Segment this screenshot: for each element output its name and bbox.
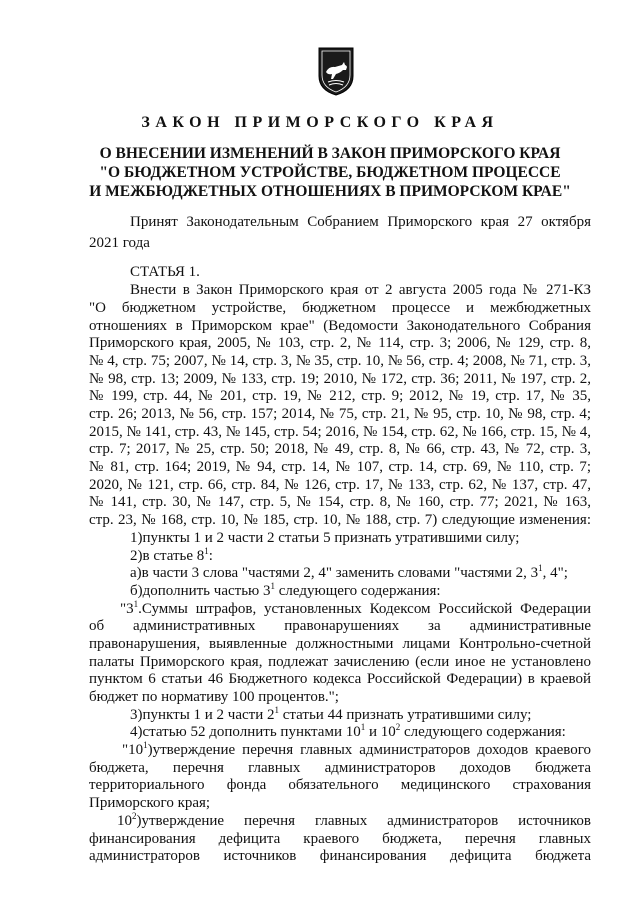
list-item-2a: а)в части 3 слова "частями 2, 4" заменить словами "частями 2, $3^1$, 4"; (130, 563, 568, 582)
quote-10-2-line: администраторов источников финансирования дефицита бюджета (89, 848, 591, 865)
law-subtitle (60, 144, 600, 201)
intro-line: стр. 23, № 168, стр. 10, № 185, стр. 10, № 188, стр. 7) следующие изменения: (89, 512, 591, 529)
intro-line: Приморского края, 2005, № 103, стр. 2, № 114, стр. 3; 2006, № 129, стр. 8, (89, 335, 591, 352)
intro-line: № 98, стр. 13; 2009, № 133, стр. 19; 2010, № 172, стр. 36; 2011, № 197, стр. 2, (89, 370, 591, 387)
intro-line: 2015, № 141, стр. 43, № 145, стр. 54; 2016, № 154, стр. 62, № 166, стр. 15, № 4, (89, 423, 591, 440)
intro-line: № 4, стр. 75; 2007, № 14, стр. 3, № 35, стр. 10, № 56, стр. 4; 2008, № 71, стр. 3, (89, 352, 591, 369)
list-item-1: 1)пункты 1 и 2 части 2 статьи 5 признать утратившими силу; (130, 529, 520, 546)
intro-line: № 141, стр. 30, № 147, стр. 5, № 154, стр. 8, № 160, стр. 77; 2021, № 163, (89, 494, 591, 511)
quote-10-1-line: "$10^1)утверждение$ перечня главных администраторов доходов краевого (122, 740, 591, 759)
quote-10-2-line: финансирования дефицита краевого бюджета, перечня главных (89, 830, 591, 847)
intro-line: стр. 7; 2017, № 25, стр. 50; 2018, № 49, стр. 8, № 66, стр. 43, № 72, стр. 3, (89, 441, 591, 458)
intro-line: № 81, стр. 164; 2019, № 94, стр. 14, № 107, стр. 14, стр. 69, № 110, стр. 7; (89, 459, 591, 476)
law-title: ЗАКОН ПРИМОРСКОГО КРАЯ (141, 114, 499, 131)
quote-10-1-line: бюджета, перечня главных администраторов доходов бюджета (89, 759, 591, 776)
subtitle-line: О ВНЕСЕНИИ ИЗМЕНЕНИЙ В ЗАКОН ПРИМОРСКОГО КРАЯ (99, 145, 561, 162)
list-item-3: 3)пункты 1 и 2 части $2^1$ статьи 44 признать утратившими силу; (130, 704, 532, 723)
quote-line: "$3^1.Суммы$ штрафов, установленных Кодексом Российской Федерации (120, 598, 591, 617)
intro-line: Внести в Закон Приморского края от 2 августа 2005 года № 271-КЗ (130, 282, 591, 299)
quote-line: правонарушения, выявленные должностными лицами Контрольно-счетной (89, 635, 591, 652)
quote-10-1-line: территориального фонда обязательного медицинского страхования (89, 777, 591, 794)
quote-10-1-line: Приморского края; (89, 795, 211, 812)
subtitle-line: "О БЮДЖЕТНОМ УСТРОЙСТВЕ, БЮДЖЕТНОМ ПРОЦЕССЕ (99, 164, 561, 181)
list-item-2: 2)в статье $8^1$: (130, 545, 213, 564)
adoption-date-line: 2021 года (89, 235, 150, 251)
article-heading: СТАТЬЯ 1. (130, 264, 200, 280)
intro-line: "О бюджетном устройстве, бюджетном процессе и межбюджетных (89, 299, 591, 316)
article-body (89, 264, 591, 866)
list-item-4: 4)статью 52 дополнить пунктами $10^1$ и $10^2$ следующего содержания: (130, 722, 566, 741)
intro-line: стр. 26; 2013, № 56, стр. 157; 2014, № 75, стр. 21, № 95, стр. 10, № 98, стр. 4; (89, 406, 591, 422)
quote-line: бюджет по нормативу 100 процентов."; (89, 689, 339, 705)
intro-line: № 199, стр. 44, № 201, стр. 19, № 212, стр. 9; 2012, № 19, стр. 17, № 35, (89, 388, 591, 405)
quote-line: пунктом 6 статьи 46 Бюджетного кодекса Российской Федерации) в краевой (89, 671, 591, 688)
list-item-2b: б)дополнить частью $3^1$ следующего содержания: (130, 580, 441, 599)
adoption-note (89, 212, 591, 254)
subtitle-line: И МЕЖБЮДЖЕТНЫХ ОТНОШЕНИЯХ В ПРИМОРСКОМ КРАЕ" (89, 183, 571, 200)
coat-of-arms-icon (316, 46, 356, 96)
quote-line: палаты Приморского края, подлежат зачислению (если иное не установлено (89, 653, 591, 670)
quote-line: об административных правонарушениях за административные (89, 618, 591, 635)
quote-10-2-line: $10^2)утверждение$ перечня главных администраторов источников (117, 810, 591, 829)
intro-line: отношениях в Приморском крае" (Ведомости Законодательного Собрания (89, 317, 591, 334)
adoption-line: Принят Законодательным Собранием Приморского края 27 октября (130, 214, 591, 230)
intro-line: 2020, № 121, стр. 66, стр. 84, № 126, стр. 17, № 133, стр. 62, № 137, стр. 47, (89, 476, 591, 493)
